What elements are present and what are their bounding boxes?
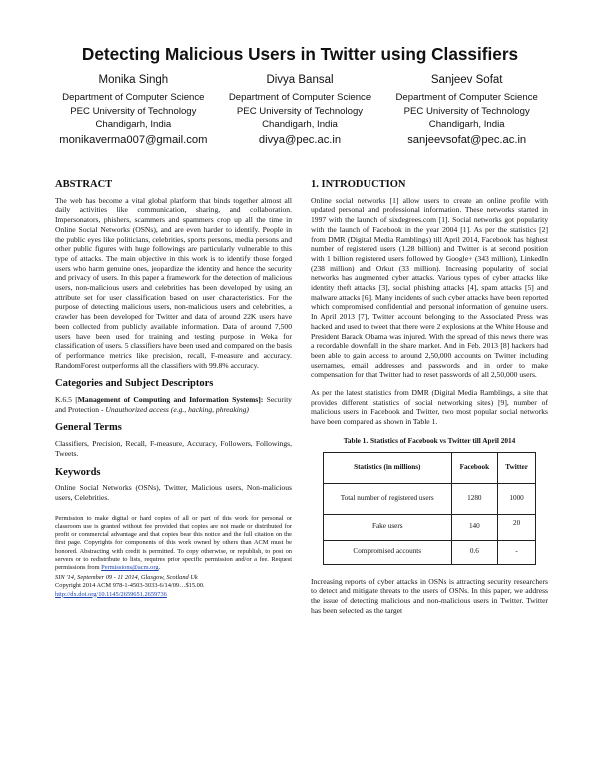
- table-cell: Compromised accounts: [324, 540, 452, 564]
- copyright-footer: [55, 574, 292, 599]
- keywords-heading: Keywords: [55, 466, 101, 478]
- author-dept: Department of Computer Science: [395, 92, 538, 103]
- table-header-cell: Twitter: [498, 452, 536, 483]
- table-header-cell: Facebook: [451, 452, 498, 483]
- introduction-heading: 1. INTRODUCTION: [311, 179, 406, 190]
- author-dept: Department of Computer Science: [62, 92, 205, 103]
- author-institution: PEC University of Technology: [236, 105, 364, 117]
- author-institution: PEC University of Technology: [70, 105, 197, 117]
- abstract-heading: ABSTRACT: [55, 179, 113, 190]
- intro-paragraph-1: Online social networks [1] allow users to create an online profile with updated personal and professional information. These networks started in 1997 with the launch of sixdegrees.com [1]. Social networks got popularity with the launch of Facebook in the year 2004 [1]. As per the statistics [2] from DMR (Digital Media Ramblings) till April 2014, Facebook has highest number of registered users (1.28 billion) and Twitter is at second position with 1 billion registered users followed by Google+ (343 million), LinkedIn (238 million) and Orkut (33 million). Increasing popularity of social networks has augmented cyber attacks. Various types of cyber attacks like identity theft attacks [3], social phishing attacks [4], spam attacks [5] and malware attacks [6]. Many incidents of such cyber attacks have been reported which compromised confidential and personal information of genuine users. In April 2013 [7], Twitter account belonging to the Associated Press was hacked and used to tweet that there were 2 explosions at the White House and President Barack Obama was injured. With the spread of this news there was a recordable downfall in the share market. And in Feb. 2013 [8] hackers had been able to gain access to around 2,50,000 accounts on Twitter including usernames, email addresses and passwords and in order to make compensation for that Twitter had to reset passwords of all 2,50,000 users.: [311, 195, 548, 380]
- categories-heading: Categories and Subject Descriptors: [55, 378, 214, 390]
- table-cell: Total number of registered users: [324, 483, 452, 514]
- author-3: [383, 73, 550, 148]
- author-2: [217, 73, 384, 148]
- author-1: [50, 73, 217, 148]
- categories-text: [55, 395, 292, 414]
- table-cell: 140: [451, 514, 498, 540]
- author-email: monikaverma007@gmail.com: [59, 133, 208, 146]
- left-column: [55, 180, 292, 599]
- conference-info: SIN '14, September 09 - 11 2014, Glasgow, Scotland Uk: [55, 574, 198, 582]
- author-city: Chandigarh, India: [428, 119, 505, 130]
- table-header-cell: Statistics (in millions): [324, 452, 452, 483]
- intro-paragraph-3: Increasing reports of cyber attacks in OSNs is attracting security researchers to detect and mitigate threats to the users of OSNs. In this paper, we address the issue of detecting malicious and non-malicious users in Twitter. Twitter has been selected as the target: [311, 576, 548, 615]
- category-name: Management of Computing and Information Systems]:: [77, 395, 264, 405]
- statistics-table: [323, 452, 536, 565]
- doi-link[interactable]: http://dx.doi.org/10.1145/2659651.2659736: [55, 590, 167, 598]
- author-name: Monika Singh: [98, 74, 169, 86]
- paper-title: Detecting Malicious Users in Twitter using Classifiers: [81, 44, 519, 64]
- table-row: [324, 483, 536, 514]
- keywords-text: Online Social Networks (OSNs), Twitter, Malicious users, Non-malicious users, Celebrities.: [55, 483, 292, 502]
- permissions-email-link[interactable]: Permissions@acm.org: [101, 563, 159, 571]
- category-code: K.6.5 [: [55, 395, 78, 405]
- author-city: Chandigarh, India: [95, 119, 172, 130]
- general-terms-text: Classifiers, Precision, Recall, F-measure, Accuracy, Followers, Followings, Tweets.: [55, 439, 292, 458]
- general-terms-heading: General Terms: [55, 422, 122, 434]
- author-email: sanjeevsofat@pec.ac.in: [407, 133, 527, 146]
- permission-notice: [55, 515, 292, 572]
- table-row: [324, 540, 536, 564]
- table-caption: Table 1. Statistics of Facebook vs Twitter till April 2014: [343, 435, 516, 445]
- author-name: Sanjeev Sofat: [430, 74, 503, 86]
- table-row: [324, 514, 536, 540]
- category-rest: Security and Protection -: [55, 395, 292, 414]
- author-dept: Department of Computer Science: [228, 92, 372, 103]
- table-cell: 0.6: [451, 540, 498, 564]
- table-cell: 1280: [451, 483, 498, 514]
- category-descriptor: Unauthorized access (e.g., hacking, phreaking): [105, 404, 249, 414]
- copyright-line: Copyright 2014 ACM 978-1-4503-3033-6/14/09…$15.00.: [55, 582, 205, 590]
- abstract-text: The web has become a vital global platform that binds together almost all daily activities like communication, sharing, and collaboration. Impersonators, phishers, scammers and spammers crop up all the time in Online Social Networks (OSNs), and are even harder to identify. People in the public eyes like politicians, celebrities, sports persons, media persons and other public figures with huge followings are particularly vulnerable to this type of attacks. The main objective in this work is to identify those forged users who harm genuine ones, jeopardize the identity and hence the security and privacy of users. In this paper a framework for the detection of malicious users, non-malicious users and celebrities has been developed by using an attribute set for user classification based on user characteristics. For the purpose of detecting malicious users, non-malicious users and celebrities, a crawler has been developed for Twitter and data of around 22K users have been collected from publicly available information. Data of around 7,500 users have been used for training and testing purpose in Weka for classification of users. 5 classifiers have been used and compared on the basis of performance metrics like precision, recall, F-measure and accuracy. RandomForest outperforms all the classifiers with 99.8% accuracy.: [55, 195, 292, 370]
- author-institution: PEC University of Technology: [403, 105, 530, 117]
- author-email: divya@pec.ac.in: [258, 133, 342, 146]
- author-block: [50, 73, 550, 148]
- author-name: Divya Bansal: [266, 74, 334, 86]
- table-cell: 20: [498, 514, 536, 540]
- author-city: Chandigarh, India: [262, 119, 338, 130]
- table-cell: 1000: [498, 483, 536, 514]
- table-cell: Fake users: [324, 514, 452, 540]
- intro-paragraph-2: As per the latest statistics from DMR (Digital Media Ramblings, a site that provides different statistics of social networking sites) [9], number of malicious users in Facebook and Twitter, two most popular social networks have been compared as shown in Table 1.: [311, 388, 548, 427]
- permission-end: .: [158, 563, 161, 571]
- permission-text: Permission to make digital or hard copies of all or part of this work for personal or classroom use is granted without fee provided that copies are not made or distributed for profit or commercial advantage and that copies bear this notice and the full citation on the first page. Copyrights for components of this work owned by others than ACM must be honored. Abstracting with credit is permitted. To copy otherwise, or republish, to post on servers or to redistribute to lists, requires prior specific permission and/or a fee. Request permissions from: [55, 514, 292, 571]
- right-column: [311, 180, 548, 615]
- table-cell: -: [498, 540, 536, 564]
